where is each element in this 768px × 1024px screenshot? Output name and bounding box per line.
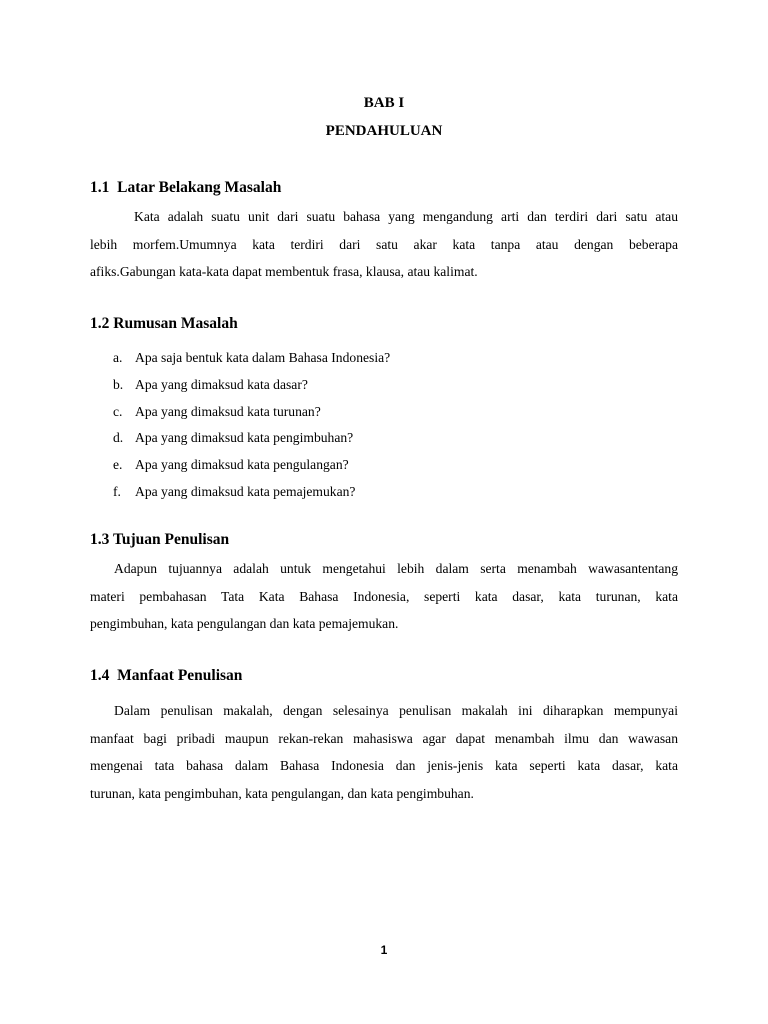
list-item-text: Apa yang dimaksud kata turunan? <box>135 403 321 419</box>
section-paragraph-1-4 <box>90 697 678 807</box>
section-heading-1-3: 1.3 Tujuan Penulisan <box>90 531 230 548</box>
list-item-text: Apa yang dimaksud kata pemajemukan? <box>135 483 356 499</box>
list-marker: c. <box>113 403 123 419</box>
list-marker: a. <box>113 350 123 365</box>
chapter-title: PENDAHULUAN <box>325 123 443 139</box>
paragraph-line: afiks.Gabungan kata-kata dapat membentuk frasa, klausa, atau kalimat. <box>90 264 478 279</box>
paragraph-line: pengimbuhan, kata pengulangan dan kata pemajemukan. <box>90 616 399 631</box>
section-heading-1-2: 1.2 Rumusan Masalah <box>90 315 238 332</box>
section-heading-1-1: 1.1 Latar Belakang Masalah <box>90 179 282 196</box>
paragraph-line: Dalam penulisan makalah, dengan selesainya penulisan makalah ini diharapkan mempunyai <box>114 703 678 718</box>
section-heading-1-4: 1.4 Manfaat Penulisan <box>90 667 243 684</box>
list-item <box>113 345 390 372</box>
list-item-text: Apa saja bentuk kata dalam Bahasa Indonesia? <box>135 350 391 365</box>
list-item <box>113 452 390 479</box>
list-item <box>113 399 390 426</box>
section-paragraph-1-1 <box>90 203 678 286</box>
paragraph-line: Adapun tujuannya adalah untuk mengetahui lebih dalam serta menambah wawasantentang <box>114 561 678 576</box>
paragraph-line: mengenai tata bahasa dalam Bahasa Indonesia dan jenis-jenis kata seperti kata dasar, kata <box>90 758 678 773</box>
paragraph-line: lebih morfem.Umumnya kata terdiri dari satu akar kata tanpa atau dengan beberapa <box>90 236 678 252</box>
paragraph-line: turunan, kata pengimbuhan, kata pengulangan, dan kata pengimbuhan. <box>90 785 474 801</box>
list-item-text: Apa yang dimaksud kata pengimbuhan? <box>135 430 354 446</box>
list-item-text: Apa yang dimaksud kata pengulangan? <box>135 457 349 473</box>
list-marker: b. <box>113 376 124 392</box>
list-marker: f. <box>113 483 121 499</box>
paragraph-line: materi pembahasan Tata Kata Bahasa Indonesia, seperti kata dasar, kata turunan, kata <box>90 588 678 604</box>
list-item <box>113 479 390 506</box>
list-item <box>113 425 390 452</box>
page-number: 1 <box>380 943 388 957</box>
list-marker: d. <box>113 430 124 446</box>
chapter-label: BAB I <box>363 95 405 111</box>
list-item-text: Apa yang dimaksud kata dasar? <box>135 376 308 392</box>
paragraph-line: Kata adalah suatu unit dari suatu bahasa yang mengandung arti dan terdiri dari satu atau <box>134 209 678 224</box>
paragraph-line: manfaat bagi pribadi maupun rekan-rekan mahasiswa agar dapat menambah ilmu dan wawasan <box>90 730 678 746</box>
list-item <box>113 372 390 399</box>
list-marker: e. <box>113 457 123 473</box>
section-paragraph-1-3 <box>90 555 678 638</box>
question-list <box>113 345 390 506</box>
